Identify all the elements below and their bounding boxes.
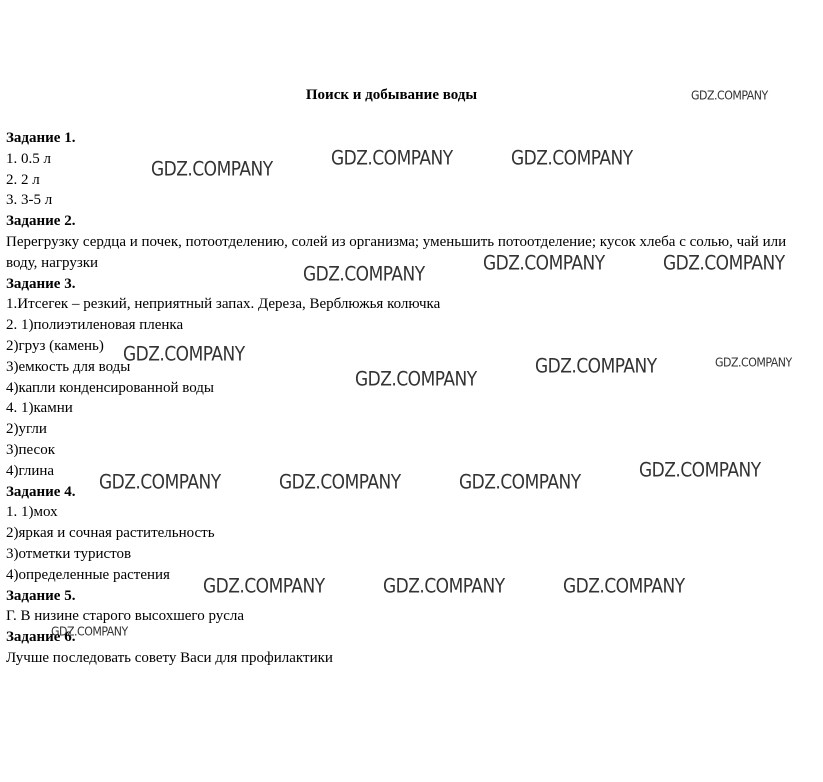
answer-line: 2)груз (камень) [6,337,104,354]
task-heading: Задание 1. [6,130,76,146]
answer-line: Перегрузку сердца и почек, потоотделению, солей из организма; уменьшить потоотделение; кусок хлеба с солью, чай или воду, нагрузки [6,233,787,271]
answer-line: 3)песок [6,441,55,458]
watermark: GDZ.COMPANY [639,459,761,482]
answer-line: 1. 1)мох [6,504,58,521]
answer-line: 4)капли конденсированной воды [6,379,214,396]
watermark: GDZ.COMPANY [279,471,401,494]
watermark: GDZ.COMPANY [691,88,768,103]
answer-line: Лучше последовать совету Васи для профилактики [6,649,333,666]
watermark: GDZ.COMPANY [355,368,477,391]
answer-line: 2. 2 л [6,171,40,188]
answer-line: 2)угли [6,421,47,438]
answer-line: 4)определенные растения [6,566,170,583]
task-heading: Задание 6. [6,629,76,646]
watermark: GDZ.COMPANY [715,355,792,370]
watermark: GDZ.COMPANY [303,263,425,286]
watermark: GDZ.COMPANY [483,252,605,275]
document-title: Поиск и добывание воды [305,87,478,103]
answer-line: 2)яркая и сочная растительность [6,525,215,542]
watermark: GDZ.COMPANY [151,158,273,181]
watermark: GDZ.COMPANY [51,624,128,639]
answer-line: 3. 3-5 л [6,192,53,209]
answer-line: 3)емкость для воды [6,358,131,375]
watermark: GDZ.COMPANY [331,147,453,170]
task-heading: Задание 4. [6,483,76,500]
task-heading: Задание 5. [6,587,76,604]
answer-line: 1.Итсегек – резкий, неприятный запах. Дереза, Верблюжья колючка [6,296,441,313]
watermark: GDZ.COMPANY [203,575,325,598]
watermark: GDZ.COMPANY [123,343,245,366]
answer-line: 1. 0.5 л [6,150,51,167]
answer-line: 4. 1)камни [6,400,73,417]
watermark: GDZ.COMPANY [663,252,785,275]
answer-line: 4)глина [6,462,55,479]
task-heading: Задание 2. [6,213,76,230]
watermark: GDZ.COMPANY [535,355,657,378]
answer-line: 3)отметки туристов [6,545,132,562]
watermark: GDZ.COMPANY [459,471,581,494]
answer-line: Г. В низине старого высохшего русла [6,608,245,625]
task-heading: Задание 3. [6,275,76,292]
answer-line: 2. 1)полиэтиленовая пленка [6,317,184,334]
watermark: GDZ.COMPANY [563,575,685,598]
watermark: GDZ.COMPANY [383,575,505,598]
watermark: GDZ.COMPANY [99,471,221,494]
watermark: GDZ.COMPANY [511,147,633,170]
